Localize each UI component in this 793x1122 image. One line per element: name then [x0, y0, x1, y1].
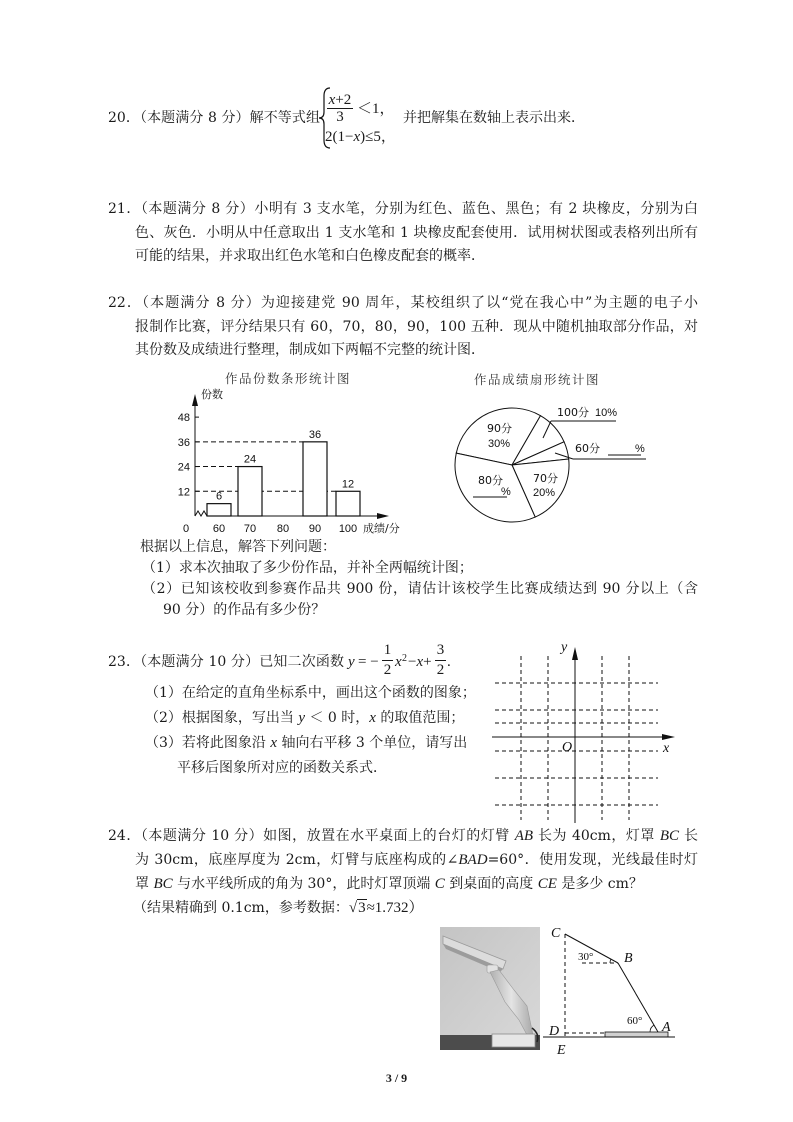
x-tick-label: 70 [243, 523, 257, 535]
q20-lead [108, 108, 320, 128]
sqrt-argument: 3 [358, 900, 366, 916]
formula-end: . [447, 654, 451, 670]
x-axis-arrow-icon [377, 513, 389, 519]
pie-chart [440, 365, 670, 530]
y-axis-label: y [561, 640, 568, 655]
q24-line-3 [135, 874, 643, 894]
text-segment: 为 30cm，底座厚度为 2cm，灯臂与底座构成的∠ [135, 852, 459, 868]
q23-sub-2 [145, 708, 464, 728]
y-tick-label: 24 [177, 461, 190, 474]
q21-line-3: 可能的结果，并求取出红色水笔和白色橡皮配套的概率． [135, 248, 485, 264]
x-axis-arrow-icon [662, 734, 675, 740]
origin-label: 0 [182, 523, 190, 535]
text-segment: 罩 [135, 876, 154, 892]
q24-line-4 [133, 898, 424, 918]
q21-line-1: 21．（本题满分 8 分）小明有 3 支水笔，分别为红色、蓝色、黑色；有 2 块橡皮，分别为白 [108, 201, 698, 217]
origin-label: O [562, 740, 573, 755]
math-var: C [434, 876, 445, 892]
text-segment: 与水平线所成的角为 30°，此时灯罩顶端 [172, 876, 435, 892]
text-segment: （结果精确到 0.1cm，参考数据： [133, 900, 349, 916]
text-segment: 24．（本题满分 10 分）如图，放置在水平桌面上的台灯的灯臂 [108, 828, 515, 844]
x-tick-label: 90 [308, 523, 322, 535]
math-text: )≤5， [360, 129, 396, 145]
math-var: BC [153, 876, 173, 892]
math-var: x [328, 92, 336, 108]
math-var: AB [514, 828, 534, 844]
math-var: x [416, 654, 424, 670]
bar-value-label: 12 [341, 478, 355, 491]
q22-line-1: 22．（本题满分 8 分）为迎接建党 90 周年，某校组织了以“党在我心中”为主题的电子小 [108, 295, 698, 311]
q24-line-1 [108, 826, 698, 846]
y-tick-label: 48 [177, 412, 190, 425]
point-E-label: E [557, 1043, 566, 1058]
pie-label-80: 80分 [478, 474, 503, 487]
page-number: 3 / 9 [385, 1071, 408, 1085]
angle-label-30: 30° [578, 951, 594, 963]
bar-90 [303, 442, 327, 516]
formula-tail [408, 652, 432, 672]
point-A-label: A [662, 1020, 671, 1035]
x-axis-label: x [663, 741, 670, 756]
math-var: BAD [458, 852, 488, 868]
math-text: 2(1− [325, 129, 354, 145]
formula-exponent: 2 [402, 653, 407, 664]
q22-line-3: 其份数及成绩进行整理，制成如下两幅不完整的统计图． [135, 342, 485, 358]
bar-value-label: 6 [215, 490, 223, 503]
x-tick-label: 80 [276, 523, 290, 535]
math-var: x [353, 129, 361, 145]
q23-sub-3-line-2: 平移后图象所对应的函数关系式． [177, 760, 387, 776]
point-C-label: C [551, 926, 561, 941]
text-segment: 的取值范围； [375, 710, 465, 726]
formula-frac2-num: 3 [436, 642, 445, 658]
text-segment: =60°．使用发现，光线最佳时灯 [487, 852, 698, 868]
math-text: − [408, 654, 417, 670]
y-axis-arrow-icon [192, 394, 198, 406]
bar-100 [336, 491, 360, 516]
lamp-base [492, 1034, 535, 1047]
q20-tail: 并把解集在数轴上表示出来． [403, 110, 585, 126]
text-segment: ＜ 0 时， [305, 710, 370, 726]
ineq1-relation: ＜1， [357, 101, 395, 117]
text-segment: 长为 40cm，灯罩 [533, 828, 660, 844]
horizontal-grid-lines [495, 683, 658, 805]
pie-pct-100: 10% [595, 407, 618, 419]
sqrt-sign: √ [348, 900, 358, 916]
math-var: CE [537, 876, 557, 892]
desk-lamp-photo [440, 927, 540, 1050]
pie-label-70: 70分 [533, 472, 558, 485]
pie-label-100: 100分 [557, 406, 589, 419]
bar-70 [238, 467, 262, 516]
text-segment: 长 [679, 828, 699, 844]
axis-break-zigzag [195, 511, 207, 516]
text-segment: ≈1.732） [366, 900, 424, 916]
pie-pct-80: % [501, 486, 511, 498]
formula-x: x [395, 654, 402, 670]
q23-sub-3-line-1 [145, 733, 467, 753]
y-axis-arrow-icon [572, 647, 578, 660]
text-segment: 是多少 cm？ [556, 876, 643, 892]
coordinate-grid [485, 635, 685, 830]
bar-chart [140, 365, 420, 540]
bar-chart-title: 作品份数条形统计图 [224, 371, 352, 386]
formula-frac2-den: 2 [436, 662, 445, 678]
math-var: x [369, 710, 376, 726]
text-segment: 轴向右平移 3 个单位，请写出 [277, 735, 468, 751]
bars [207, 429, 360, 535]
pie-pct-60: % [635, 443, 645, 455]
formula-y: y [348, 654, 355, 670]
text-segment: 到桌面的高度 [444, 876, 538, 892]
q22-prompt: 根据以上信息，解答下列问题： [140, 539, 336, 555]
pie-label-90: 90分 [487, 422, 512, 435]
pie-chart-title: 作品成绩扇形统计图 [473, 372, 601, 387]
formula-eq: = − [358, 654, 379, 670]
angle-label-60: 60° [627, 1015, 643, 1027]
lamp-base-rect [605, 1032, 668, 1037]
math-var: y [298, 710, 306, 726]
question-number: 20． [108, 110, 140, 126]
lamp-diagram [540, 920, 680, 1060]
angle-mark-60 [650, 1025, 654, 1032]
text-segment: （2）根据图象，写出当 [145, 710, 299, 726]
bar-value-label: 36 [308, 428, 322, 441]
text-segment: （3）若将此图象沿 [145, 735, 271, 751]
angle-mark-30 [610, 959, 611, 963]
pie-slices [455, 408, 569, 522]
q23-lead: 23．（本题满分 10 分）已知二次函数 [108, 654, 344, 670]
question-lead: （本题满分 8 分）解不等式组 [140, 110, 320, 126]
formula-frac1-den: 2 [383, 662, 392, 678]
y-ticks [178, 412, 199, 498]
x-tick-label: 100 [338, 523, 358, 535]
q21-line-2: 色、灰色．小明从中任意取出 1 支水笔和 1 块橡皮配套使用．试用树状图或表格列出所有 [135, 225, 698, 241]
math-text: +2 [335, 92, 352, 108]
ineq2 [325, 127, 396, 147]
q22-sub-2-line-1: （2）已知该校收到参赛作品共 900 份，请估计该校学生比赛成绩达到 90 分以上（含 [142, 581, 698, 597]
y-axis-label: 份数 [201, 388, 223, 401]
q22-line-2: 报制作比赛，评分结果只有 60，70，80，90，100 五种．现从中随机抽取部分作品，对 [135, 319, 698, 335]
q22-sub-1: （1）求本次抽取了多少份作品，并补全两幅统计图； [142, 560, 473, 576]
point-B-label: B [624, 951, 633, 966]
bar-value-label: 24 [243, 453, 257, 466]
x-tick-label: 60 [212, 523, 226, 535]
y-tick-label: 12 [177, 486, 190, 499]
q24-line-2 [135, 850, 698, 870]
pie-pct-70: 20% [533, 487, 556, 499]
q23-sub-1: （1）在给定的直角坐标系中，画出这个函数的图象； [145, 685, 476, 701]
ineq1-denominator: 3 [336, 109, 344, 125]
pie-label-60: 60分 [575, 442, 600, 455]
y-tick-label: 36 [177, 436, 190, 449]
x-axis-label: 成绩/分 [363, 522, 400, 535]
formula-frac1-num: 1 [383, 642, 392, 658]
pie-pct-90: 30% [488, 438, 511, 450]
math-var: BC [659, 828, 680, 844]
bar-60 [207, 504, 231, 516]
q22-sub-2-line-2: 90 分）的作品有多少份？ [163, 602, 326, 618]
point-D-label: D [549, 1024, 560, 1039]
math-text: + [423, 654, 432, 670]
math-var: x [270, 735, 278, 751]
